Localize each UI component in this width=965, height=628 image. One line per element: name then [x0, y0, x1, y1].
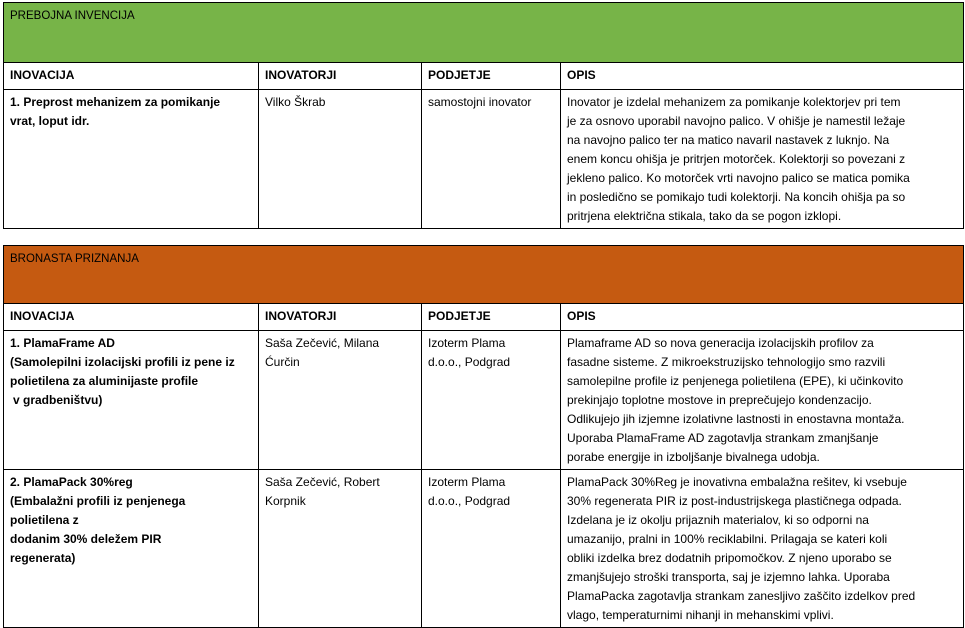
innovation-cell [4, 90, 259, 229]
description-line: na navojno palico ter na matico navaril nastavek z luknjo. Na [567, 133, 890, 147]
description-line: umazanijo, pralni in 100% reciklabilni. Prilagaja se kateri koli [567, 532, 888, 546]
company-line: Izoterm Plama [428, 475, 506, 489]
company-line: d.o.o., Podgrad [428, 494, 511, 508]
description-line: porabe energije in izboljšanje bivalnega udobja. [567, 450, 820, 464]
description-line: vlago, temperaturnimi nihanji in mehanskimi vplivi. [567, 608, 834, 622]
innovators-line: Saša Zečević, Milana [265, 336, 380, 350]
column-header-row [4, 63, 964, 90]
innovation-cell [4, 331, 259, 470]
innovation-line: 2. PlamaPack 30%reg [10, 475, 133, 489]
col-header-company: PODJETJE [422, 63, 561, 90]
innovation-line: dodanim 30% deležem PIR [10, 532, 162, 546]
table-row [4, 470, 964, 628]
description-line: Izdelana je iz okolju prijaznih materialov, ki so odporni na [567, 513, 869, 527]
company-cell [422, 90, 561, 229]
description-line: PlamaPacka zagotavlja strankam zanesljivo zaščito izdelkov pred [567, 589, 916, 603]
innovation-line: polietilena za aluminijaste profile [10, 374, 199, 388]
innovation-cell [4, 470, 259, 628]
table-row [4, 90, 964, 229]
description-line: Odlikujejo jih izjemne izolativne lastnosti in enostavna montaža. [567, 412, 905, 426]
description-line: prekinjajo toplotne mostove in preprečujejo kondenzacijo. [567, 393, 872, 407]
description-line: PlamaPack 30%Reg je inovativna embalažna rešitev, ki vsebuje [567, 475, 907, 489]
innovation-line: (Embalažni profili iz penjenega [10, 494, 186, 508]
description-cell [561, 470, 964, 628]
innovators-line: Vilko Škrab [265, 95, 326, 109]
description-line: pritrjena električna stikala, tako da se pogon izklopi. [567, 209, 842, 223]
col-header-innovators: INOVATORJI [259, 304, 422, 331]
col-header-company: PODJETJE [422, 304, 561, 331]
innovators-line: Korpnik [265, 494, 306, 508]
description-line: 30% regenerata PIR iz post-industrijskega plastičnega odpada. [567, 494, 902, 508]
innovation-line: (Samolepilni izolacijski profili iz pene iz [10, 355, 235, 369]
col-header-innovators: INOVATORJI [259, 63, 422, 90]
description-line: Uporaba PlamaFrame AD zagotavlja strankam zmanjšanje [567, 431, 879, 445]
description-line: fasadne sisteme. Z mikroekstruzijsko tehnologijo smo razvili [567, 355, 886, 369]
innovators-cell [259, 90, 422, 229]
description-line: samolepilne profile iz penjenega polietilena (EPE), ki učinkovito [567, 374, 904, 388]
innovators-cell [259, 470, 422, 628]
table-bronasta-priznanja [3, 245, 964, 628]
description-line: Plamaframe AD so nova generacija izolacijskih profilov za [567, 336, 874, 350]
table-row [4, 331, 964, 470]
company-cell [422, 331, 561, 470]
col-header-description: OPIS [561, 304, 964, 331]
col-header-innovation: INOVACIJA [4, 63, 259, 90]
description-line: zmanjšujejo stroški transporta, saj je izjemno lahka. Uporaba [567, 570, 890, 584]
col-header-innovation: INOVACIJA [4, 304, 259, 331]
description-line: enem koncu ohišja je pritrjen motorček. Kolektorji so povezani z [567, 152, 906, 166]
company-line: Izoterm Plama [428, 336, 506, 350]
company-line: samostojni inovator [428, 95, 532, 109]
innovation-line: polietilena z [10, 513, 79, 527]
description-cell [561, 90, 964, 229]
description-line: in posledično se pomikajo tudi kolektorji. Na koncih ohišja pa so [567, 190, 906, 204]
description-line: jekleno palico. Ko motorček vrti navojno palico se matica pomika [567, 171, 910, 185]
innovators-cell [259, 331, 422, 470]
column-header-row [4, 304, 964, 331]
section-band-bronasta [4, 246, 964, 304]
section-title: BRONASTA PRIZNANJA [4, 246, 964, 304]
table-prebojna-invencija [3, 2, 964, 229]
innovation-line: vrat, loput idr. [10, 114, 90, 128]
innovation-line: v gradbeništvu) [13, 393, 103, 407]
description-line: Inovator je izdelal mehanizem za pomikanje kolektorjev pri tem [567, 95, 901, 109]
col-header-description: OPIS [561, 63, 964, 90]
innovation-line: 1. PlamaFrame AD [10, 336, 115, 350]
innovation-line: 1. Preprost mehanizem za pomikanje [10, 95, 221, 109]
innovators-line: Ćurčin [265, 355, 300, 369]
company-line: d.o.o., Podgrad [428, 355, 511, 369]
description-cell [561, 331, 964, 470]
innovation-line: regenerata) [10, 551, 76, 565]
description-line: je za osnovo uporabil navojno palico. V ohišje je namestil ležaje [567, 114, 906, 128]
innovators-line: Saša Zečević, Robert [265, 475, 380, 489]
section-band-prebojna [4, 3, 964, 63]
section-title: PREBOJNA INVENCIJA [4, 3, 964, 63]
description-line: obliki izdelka brez dodatnih pripomočkov. Z njeno uporabo se [567, 551, 892, 565]
company-cell [422, 470, 561, 628]
